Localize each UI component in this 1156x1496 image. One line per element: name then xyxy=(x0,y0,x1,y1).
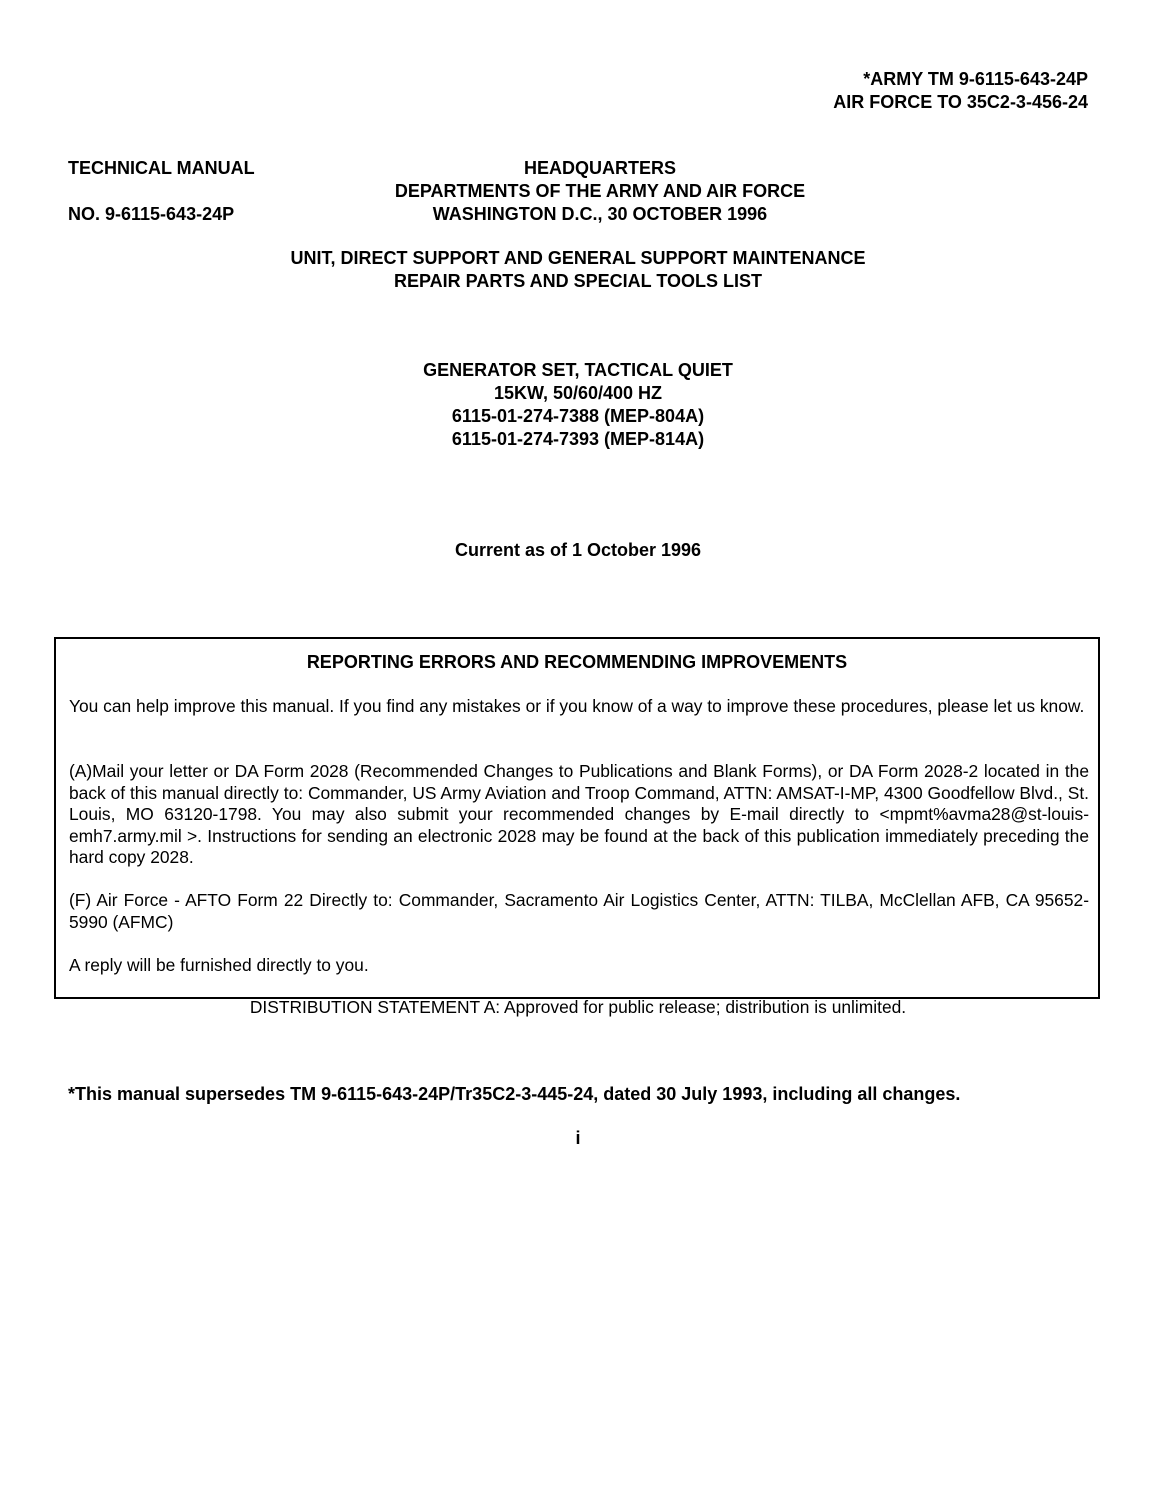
equipment-name: GENERATOR SET, TACTICAL QUIET xyxy=(423,360,733,380)
equipment-nsn-1: 6115-01-274-7388 (MEP-804A) xyxy=(451,406,705,426)
notice-paragraph-army-mail: (A)Mail your letter or DA Form 2028 (Recommended Changes to Publications and Blank Forms), or DA Form 2028-2 located in the back of this manual directly to: Commander, US Army Aviation and Troop Command, ATTN: AMSAT-I-MP, 4300 Goodfellow Blvd., St. Louis, MO 63120-1798. You may also submit your recommended changes by E-mail directly to <mpmt%avma28@st-louis-emh7.army.mil >. Instructions for sending an electronic 2028 may be found at the back of this publication immediately preceding the hard copy 2028. xyxy=(69,761,1089,867)
page-number: i xyxy=(575,1128,581,1148)
current-as-of: Current as of 1 October 1996 xyxy=(454,540,702,560)
headquarters-block xyxy=(330,157,870,226)
notice-title: REPORTING ERRORS AND RECOMMENDING IMPROVEMENTS xyxy=(306,652,848,672)
document-identifiers xyxy=(833,68,1088,114)
departments-line: DEPARTMENTS OF THE ARMY AND AIR FORCE xyxy=(394,181,806,201)
notice-paragraph-intro: You can help improve this manual. If you find any mistakes or if you know of a way to improve these procedures, please let us know. xyxy=(69,696,1085,716)
equipment-rating: 15KW, 50/60/400 HZ xyxy=(493,383,663,403)
technical-manual-label: TECHNICAL MANUAL xyxy=(68,158,255,178)
location-date-line: WASHINGTON D.C., 30 OCTOBER 1996 xyxy=(432,204,768,224)
headquarters-title: HEADQUARTERS xyxy=(523,158,676,178)
subtitle-line-2: REPAIR PARTS AND SPECIAL TOOLS LIST xyxy=(393,271,763,291)
equipment-nsn-2: 6115-01-274-7393 (MEP-814A) xyxy=(451,429,705,449)
notice-paragraph-air-force: (F) Air Force - AFTO Form 22 Directly to: Commander, Sacramento Air Logistics Center, ATTN: TILBA, McClellan AFB, CA 95652-5990 (AFMC) xyxy=(69,890,1089,932)
notice-paragraph-reply: A reply will be furnished directly to you. xyxy=(69,955,369,975)
supersede-notice: *This manual supersedes TM 9-6115-643-24P/Tr35C2-3-445-24, dated 30 July 1993, including all changes. xyxy=(68,1084,961,1104)
manual-number-label: NO. 9-6115-643-24P xyxy=(68,204,235,224)
distribution-statement: DISTRIBUTION STATEMENT A: Approved for public release; distribution is unlimited. xyxy=(249,997,907,1017)
reporting-errors-box xyxy=(54,637,1100,999)
equipment-block xyxy=(0,359,1156,451)
subtitle-line-1: UNIT, DIRECT SUPPORT AND GENERAL SUPPORT MAINTENANCE xyxy=(290,248,866,268)
army-tm-number: *ARMY TM 9-6115-643-24P xyxy=(863,69,1088,89)
air-force-to-number: AIR FORCE TO 35C2-3-456-24 xyxy=(833,92,1088,112)
manual-subtitle xyxy=(0,247,1156,293)
